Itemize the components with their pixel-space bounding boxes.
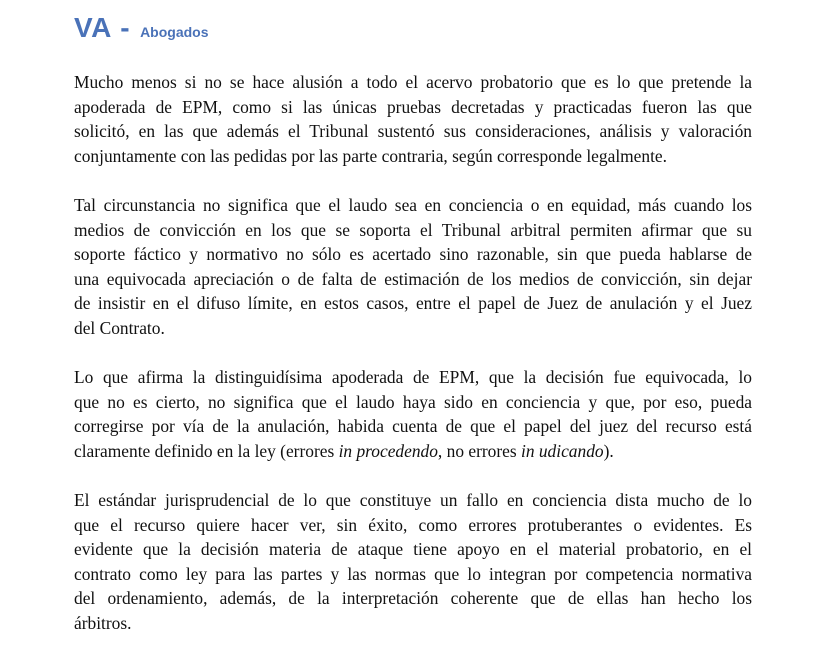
text-line: soporte fáctico y normativo no sólo es acertado sino razonable, sin que pueda hablarse de (74, 244, 752, 265)
letterhead (74, 12, 209, 44)
latin-term: in procedendo (338, 440, 438, 461)
paragraph-4 (74, 488, 752, 636)
text-line: Mucho menos si no se hace alusión a todo el acervo probatorio que es lo que pretende la (74, 72, 752, 92)
text-line: El estándar jurisprudencial de lo que constituye un fallo en conciencia dista mucho de lo (74, 490, 752, 511)
latin-term: in udicando (520, 440, 604, 461)
paragraph-3 (74, 365, 752, 463)
text-line: corregirse por vía de la anulación, habida cuenta de que el papel del juez del recurso está (74, 416, 752, 437)
text-line: que el recurso quiere hacer ver, sin éxito, como errores protuberantes o evidentes. Es (74, 514, 752, 535)
text-line: árbitros. (74, 613, 132, 634)
text-line: evidente que la decisión materia de ataque tiene apoyo en el material probatorio, en el (74, 539, 752, 560)
firm-initials: VA (74, 12, 112, 43)
paragraph-1 (74, 70, 752, 168)
text-line: contrato como ley para las partes y las normas que lo integran por competencia normativa (74, 563, 752, 584)
firm-name: Abogados (140, 24, 209, 40)
text-line: de insistir en el difuso límite, en estos casos, entre el papel de Juez de anulación y el Juez (74, 293, 752, 314)
text-line: del ordenamiento, además, de la interpretación coherente que de ellas han hecho los (74, 588, 752, 609)
paragraph-2 (74, 193, 752, 341)
text-line: Tal circunstancia no significa que el laudo sea en conciencia o en equidad, más cuando los (74, 194, 752, 215)
text-run: claramente definido en la ley (errores (74, 440, 339, 461)
text-line: una equivocada apreciación o de falta de estimación de los medios de convicción, sin dejar (74, 268, 752, 289)
text-run: ). (603, 440, 614, 461)
text-line: del Contrato. (74, 317, 165, 338)
text-line-mixed (74, 439, 752, 464)
text-run: , no errores (437, 440, 521, 461)
text-line: conjuntamente con las pedidas por las parte contraria, según corresponde legalmente. (74, 145, 667, 166)
text-line: solicitó, en las que además el Tribunal sustentó sus consideraciones, análisis y valoración (74, 121, 752, 142)
document-body (74, 70, 752, 660)
text-line: medios de convicción en los que se soporta el Tribunal arbitral permiten afirmar que su (74, 219, 752, 240)
text-line: Lo que afirma la distinguidísima apoderada de EPM, que la decisión fue equivocada, lo (74, 367, 752, 388)
text-line: apoderada de EPM, como si las únicas pruebas decretadas y practicadas fueron las que (74, 96, 752, 117)
letterhead-dash: - (120, 12, 130, 43)
text-line: que no es cierto, no significa que el laudo haya sido en conciencia y que, por eso, pueda (74, 391, 752, 412)
